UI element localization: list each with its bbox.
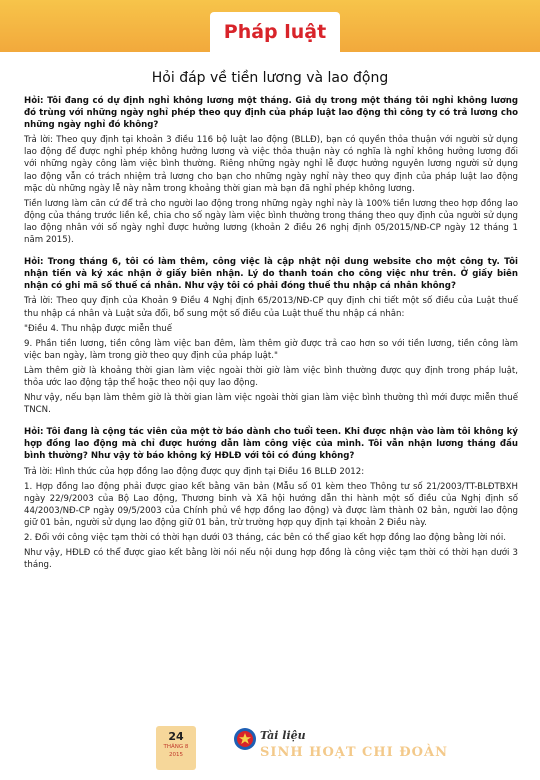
answer-paragraph: Tiền lương làm căn cứ để trả cho người lao động trong những ngày nghỉ này là 100% tiền lương theo hợp đồng lao động của tháng trước liền kề, chia cho số ngày làm việc bình thường trong tháng theo quy định của người sử dụng lao động nhân với số ngày nghỉ được hưởng lương (khoản 2 điều 26 nghị định 05/2015/NĐ-CP ngày 12 tháng 1 năm 2015). [24,198,518,246]
answer-paragraph: Trả lời: Theo quy định của Khoản 9 Điều 4 Nghị định 65/2013/NĐ-CP quy định chi tiết một số điều của Luật thuế thu nhập cá nhân và Luật sửa đổi, bổ sung một số điều của Luật thuế thu nhập cá nhân: [24,296,518,319]
section-title: Pháp luật [223,21,327,43]
page-title: Hỏi đáp về tiền lương và lao động [151,70,389,86]
section-tab [210,12,340,52]
question-3: Hỏi: Tôi đang là cộng tác viên của một tờ báo dành cho tuổi teen. Khi được nhận vào làm tôi không ký hợp đồng lao động mà chỉ được hướng dẫn làm công việc của mình. Tôi vẫn nhận lương tháng đầu bình thường? Như vậy tờ báo không ký HĐLĐ với tôi có đúng không? [24,427,518,462]
answer-paragraph: 1. Hợp đồng lao động phải được giao kết bằng văn bản (Mẫu số 01 kèm theo Thông tư số 21/2003/TT-BLĐTBXH ngày 22/9/2003 của Bộ Lao động, Thương binh và Xã hội hướng dẫn thi hành một số điều của Nghị định số 44/2003/NĐ-CP ngày 09/5/2003 của Chính phủ về hợp đồng lao động) và được làm thành 02 bản, người lao động giữ 01 bản, người sử dụng lao động giữ 01 bản, trừ trường hợp quy định tại khoản 2 Điều này. [24,481,518,528]
answer-paragraph: Làm thêm giờ là khoảng thời gian làm việc ngoài thời giờ làm việc bình thường được quy định trong pháp luật, thỏa ước lao động tập thể hoặc theo nội quy lao động. [24,365,518,388]
footer-label: Tài liệu [260,729,306,742]
article-body [24,95,518,571]
issue-year: 2015 [169,752,183,758]
answer-paragraph: 9. Phần tiền lương, tiền công làm việc ban đêm, làm thêm giờ được trả cao hơn so với tiền lương, tiền công làm việc ban ngày, làm trong giờ theo quy định của pháp luật." [24,338,518,361]
answer-paragraph: Trả lời: Theo quy định tại khoản 3 điều 116 bộ luật lao động (BLLĐ), bạn có quyền thỏa thuận với người sử dụng lao động để được nghỉ phép không hưởng lương và việc thỏa thuận này có nghĩa là nghỉ không hưởng lương đối với những ngày công làm việc bình thường. Riêng những ngày nghỉ lễ được hưởng nguyên lương người sử dụng lao động vẫn có trách nhiệm trả lương cho bạn cho những ngày nghỉ này theo quy định của pháp luật lao động mặc dù những ngày lễ này nằm trong khoảng thời gian mà bạn đã nghỉ phép không lương. [24,135,518,194]
issue-month: THÁNG 8 [163,744,189,750]
answer-paragraph: 2. Đối với công việc tạm thời có thời hạn dưới 03 tháng, các bên có thể giao kết hợp đồng lao động bằng lời nói. [24,533,506,543]
answer-paragraph: Trả lời: Hình thức của hợp đồng lao động được quy định tại Điều 16 BLLĐ 2012: [24,466,365,477]
answer-paragraph: Như vậy, nếu bạn làm thêm giờ là thời gian làm việc ngoài thời gian làm việc bình thường thì mới được miễn thuế TNCN. [24,393,518,416]
youth-union-logo-icon [233,726,257,752]
issue-number: 24 [168,730,184,743]
footer-title: SINH HOẠT CHI ĐOÀN [260,745,448,760]
answer-paragraph: "Điều 4. Thu nhập được miễn thuế [24,323,173,334]
question-2: Hỏi: Trong tháng 6, tôi có làm thêm, công việc là cập nhật nội dung website cho một công ty. Tôi nhận tiền và ký xác nhận ở giấy biên nhận. Lý do thanh toán cho công việc như trên. Ở giấy biên nhận có ghi mã số thuế cá nhân. Như vậy tôi có phải đóng thuế thu nhập cá nhân không? [24,257,518,292]
issue-badge [156,726,196,770]
answer-paragraph: Như vậy, HĐLĐ có thể được giao kết bằng lời nói nếu nội dung hợp đồng là công việc tạm thời có thời hạn dưới 3 tháng. [24,548,518,571]
question-1: Hỏi: Tôi đang có dự định nghỉ không lương một tháng. Giả dụ trong một tháng tôi nghỉ không lương đó trùng với những ngày nghỉ phép theo quy định của pháp luật lao động thì công ty có trả lương cho những ngày nghỉ đó không? [24,96,518,131]
